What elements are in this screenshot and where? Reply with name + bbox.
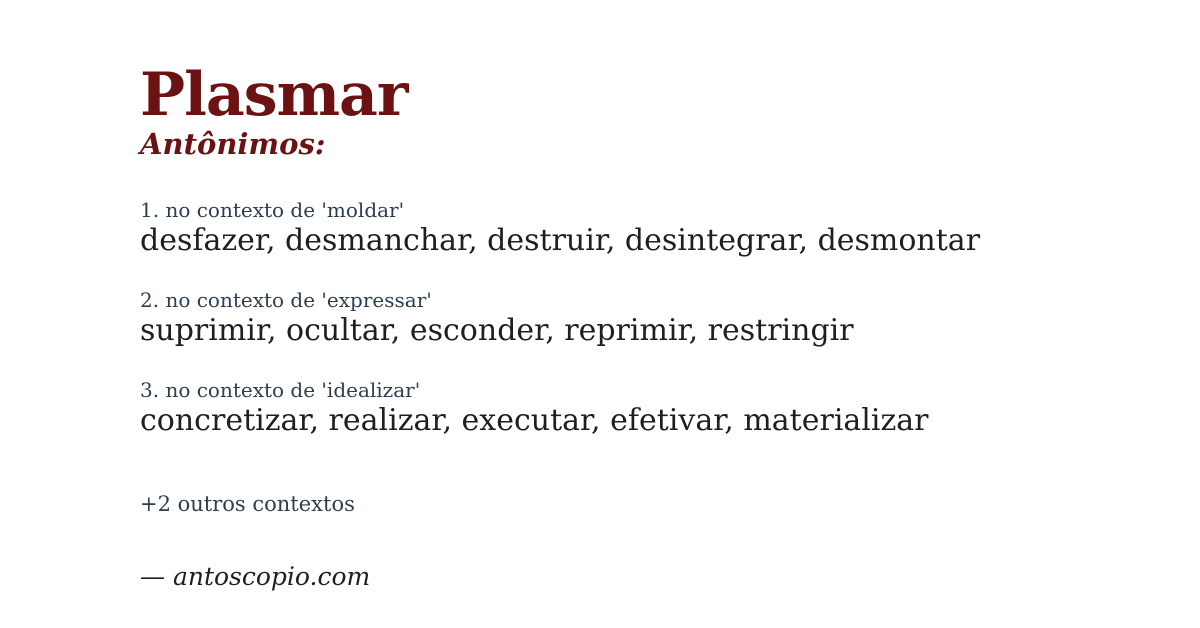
more-contexts-link[interactable]: +2 outros contextos <box>140 491 355 516</box>
entry-2-antonym-list: suprimir, ocultar, esconder, reprimir, restringir <box>140 312 854 348</box>
antonyms-heading: Antônimos: <box>140 127 326 161</box>
antonym-entry-2 <box>140 288 1140 350</box>
entry-1-antonym-list: desfazer, desmanchar, destruir, desintegrar, desmontar <box>140 222 981 258</box>
entry-1-context-label: 1. no contexto de 'moldar' <box>140 197 405 222</box>
source-attribution: — antoscopio.com <box>140 561 371 591</box>
antonym-entries <box>140 198 1140 440</box>
antonym-entry-3 <box>140 378 1140 440</box>
entry-3-context-label: 3. no contexto de 'idealizar' <box>140 377 421 402</box>
entry-2-context-label: 2. no contexto de 'expressar' <box>140 287 432 312</box>
antonym-entry-1 <box>140 198 1140 260</box>
entry-3-antonym-list: concretizar, realizar, executar, efetivar, materializar <box>140 402 929 438</box>
word-title: Plasmar <box>140 60 408 130</box>
